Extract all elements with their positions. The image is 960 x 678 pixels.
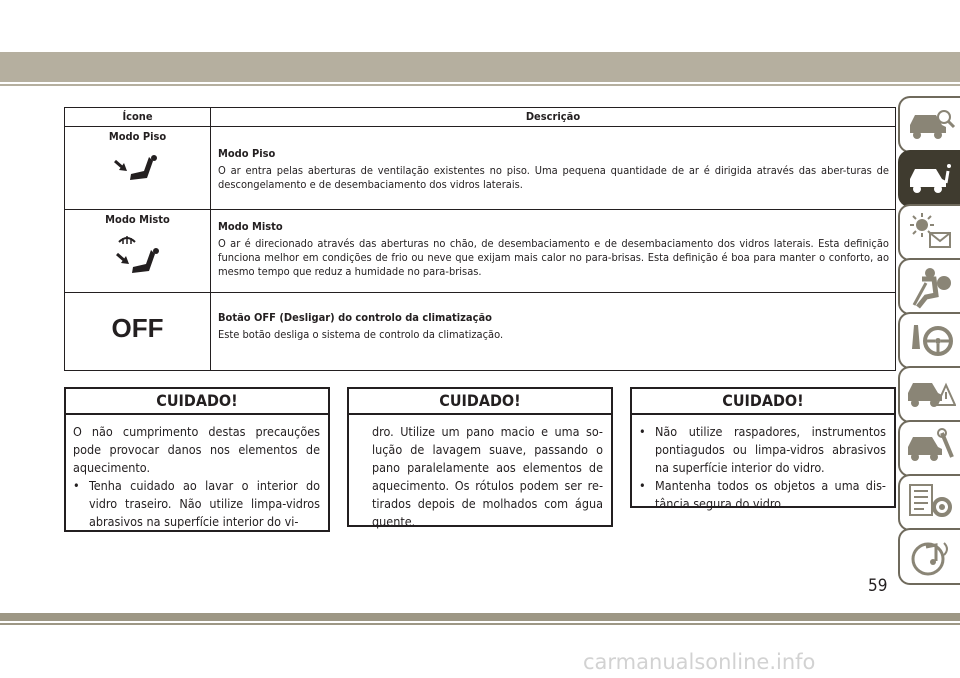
tab-airbag-seat[interactable] bbox=[898, 258, 960, 315]
caution-title: CUIDADO! bbox=[632, 389, 894, 415]
caution-bullet-text: Mantenha todos os objetos a uma dis-tância segura do vidro. bbox=[655, 478, 886, 511]
caution-bullet bbox=[639, 423, 886, 477]
caution-title: CUIDADO! bbox=[66, 389, 328, 415]
table-row bbox=[65, 210, 896, 293]
table-row bbox=[65, 127, 896, 210]
tab-car-accident[interactable] bbox=[898, 366, 960, 423]
icon-cell bbox=[65, 210, 211, 293]
footer-rule bbox=[0, 623, 960, 625]
caution-intro: O não cumprimento destas precauções pode provocar danos nos elementos de aquecimento. bbox=[73, 424, 320, 475]
description-title: Modo Piso bbox=[218, 147, 276, 160]
caution-box bbox=[630, 387, 896, 511]
header-rule bbox=[0, 84, 960, 86]
table-header-row bbox=[65, 108, 896, 127]
icon-label: Modo Misto bbox=[105, 213, 170, 226]
tab-car-search[interactable] bbox=[898, 96, 960, 153]
warning-lights-icon bbox=[906, 211, 956, 255]
caution-bullet bbox=[73, 477, 320, 531]
icon-cell bbox=[65, 293, 211, 371]
description-text: O ar é direcionado através das aberturas no chão, de desembaciamento e de desembaciamento dos vidros laterais. Esta definição funciona melhor em condições de frio ou neve que exijam mais calor no para-brisas. Esta definição é boa para manter o conforto, ao mesmo tempo que reduz a humidade no para-brisas. bbox=[218, 237, 889, 278]
header-band bbox=[0, 52, 960, 82]
airbag-seat-icon bbox=[906, 265, 956, 309]
description-cell bbox=[211, 293, 896, 371]
caution-title: CUIDADO! bbox=[349, 389, 611, 415]
caution-continuation: dro. Utilize um pano macio e uma so-lução de lavagem suave, passando o pano paralelamente aos elementos de aquecimento. Os rótulos podem ser re-tirados depois de molhados com água quente. bbox=[372, 424, 603, 529]
description-text: Este botão desliga o sistema de controlo da climatização. bbox=[218, 328, 504, 341]
off-button-icon: OFF bbox=[111, 313, 164, 343]
description-text: O ar entra pelas aberturas de ventilação existentes no piso. Uma pequena quantidade de ar é dirigida através das aber-turas de descongelamento e de desembaciamento dos vidros laterais. bbox=[218, 164, 889, 191]
column-header-description: Descrição bbox=[211, 108, 896, 127]
bullet-mark: • bbox=[73, 478, 80, 493]
icon-label: Modo Piso bbox=[108, 130, 167, 143]
column-header-icon: Ícone bbox=[65, 108, 211, 127]
description-title: Botão OFF (Desligar) do controlo da climatização bbox=[218, 311, 492, 324]
caution-bullet bbox=[639, 477, 886, 513]
mix-mode-icon bbox=[113, 232, 163, 278]
specs-gear-icon bbox=[906, 481, 956, 525]
tab-car-repair[interactable] bbox=[898, 420, 960, 477]
car-repair-icon bbox=[906, 427, 956, 471]
footer-band bbox=[0, 613, 960, 621]
caution-bullet-text: Não utilize raspadores, instrumentos pontiagudos ou limpa-vidros abrasivos na superfície interior do vidro. bbox=[655, 424, 886, 475]
bullet-mark: • bbox=[639, 424, 646, 439]
tab-steering-wheel[interactable] bbox=[898, 312, 960, 369]
car-search-icon bbox=[906, 103, 956, 147]
page-number: 59 bbox=[868, 576, 888, 596]
bullet-mark: • bbox=[639, 478, 646, 493]
description-title: Modo Misto bbox=[218, 220, 283, 233]
tab-multimedia[interactable] bbox=[898, 528, 960, 585]
steering-wheel-icon bbox=[906, 319, 956, 363]
multimedia-icon bbox=[906, 535, 956, 579]
tab-car-info[interactable] bbox=[898, 150, 960, 207]
car-accident-icon bbox=[906, 373, 956, 417]
tab-specs[interactable] bbox=[898, 474, 960, 531]
caution-box bbox=[347, 387, 613, 527]
description-cell bbox=[211, 210, 896, 293]
caution-box bbox=[64, 387, 330, 532]
caution-bullet-text: Tenha cuidado ao lavar o interior do vidro traseiro. Não utilize limpa-vidros abrasivos na superfície interior do vi- bbox=[89, 478, 320, 529]
watermark: carmanualsonline.info bbox=[583, 650, 816, 674]
description-cell bbox=[211, 127, 896, 210]
tab-warning-lights[interactable] bbox=[898, 204, 960, 261]
table-row bbox=[65, 293, 896, 371]
climate-mode-table bbox=[64, 107, 896, 371]
icon-cell bbox=[65, 127, 211, 210]
car-info-icon bbox=[906, 157, 956, 201]
floor-mode-icon bbox=[113, 155, 163, 185]
